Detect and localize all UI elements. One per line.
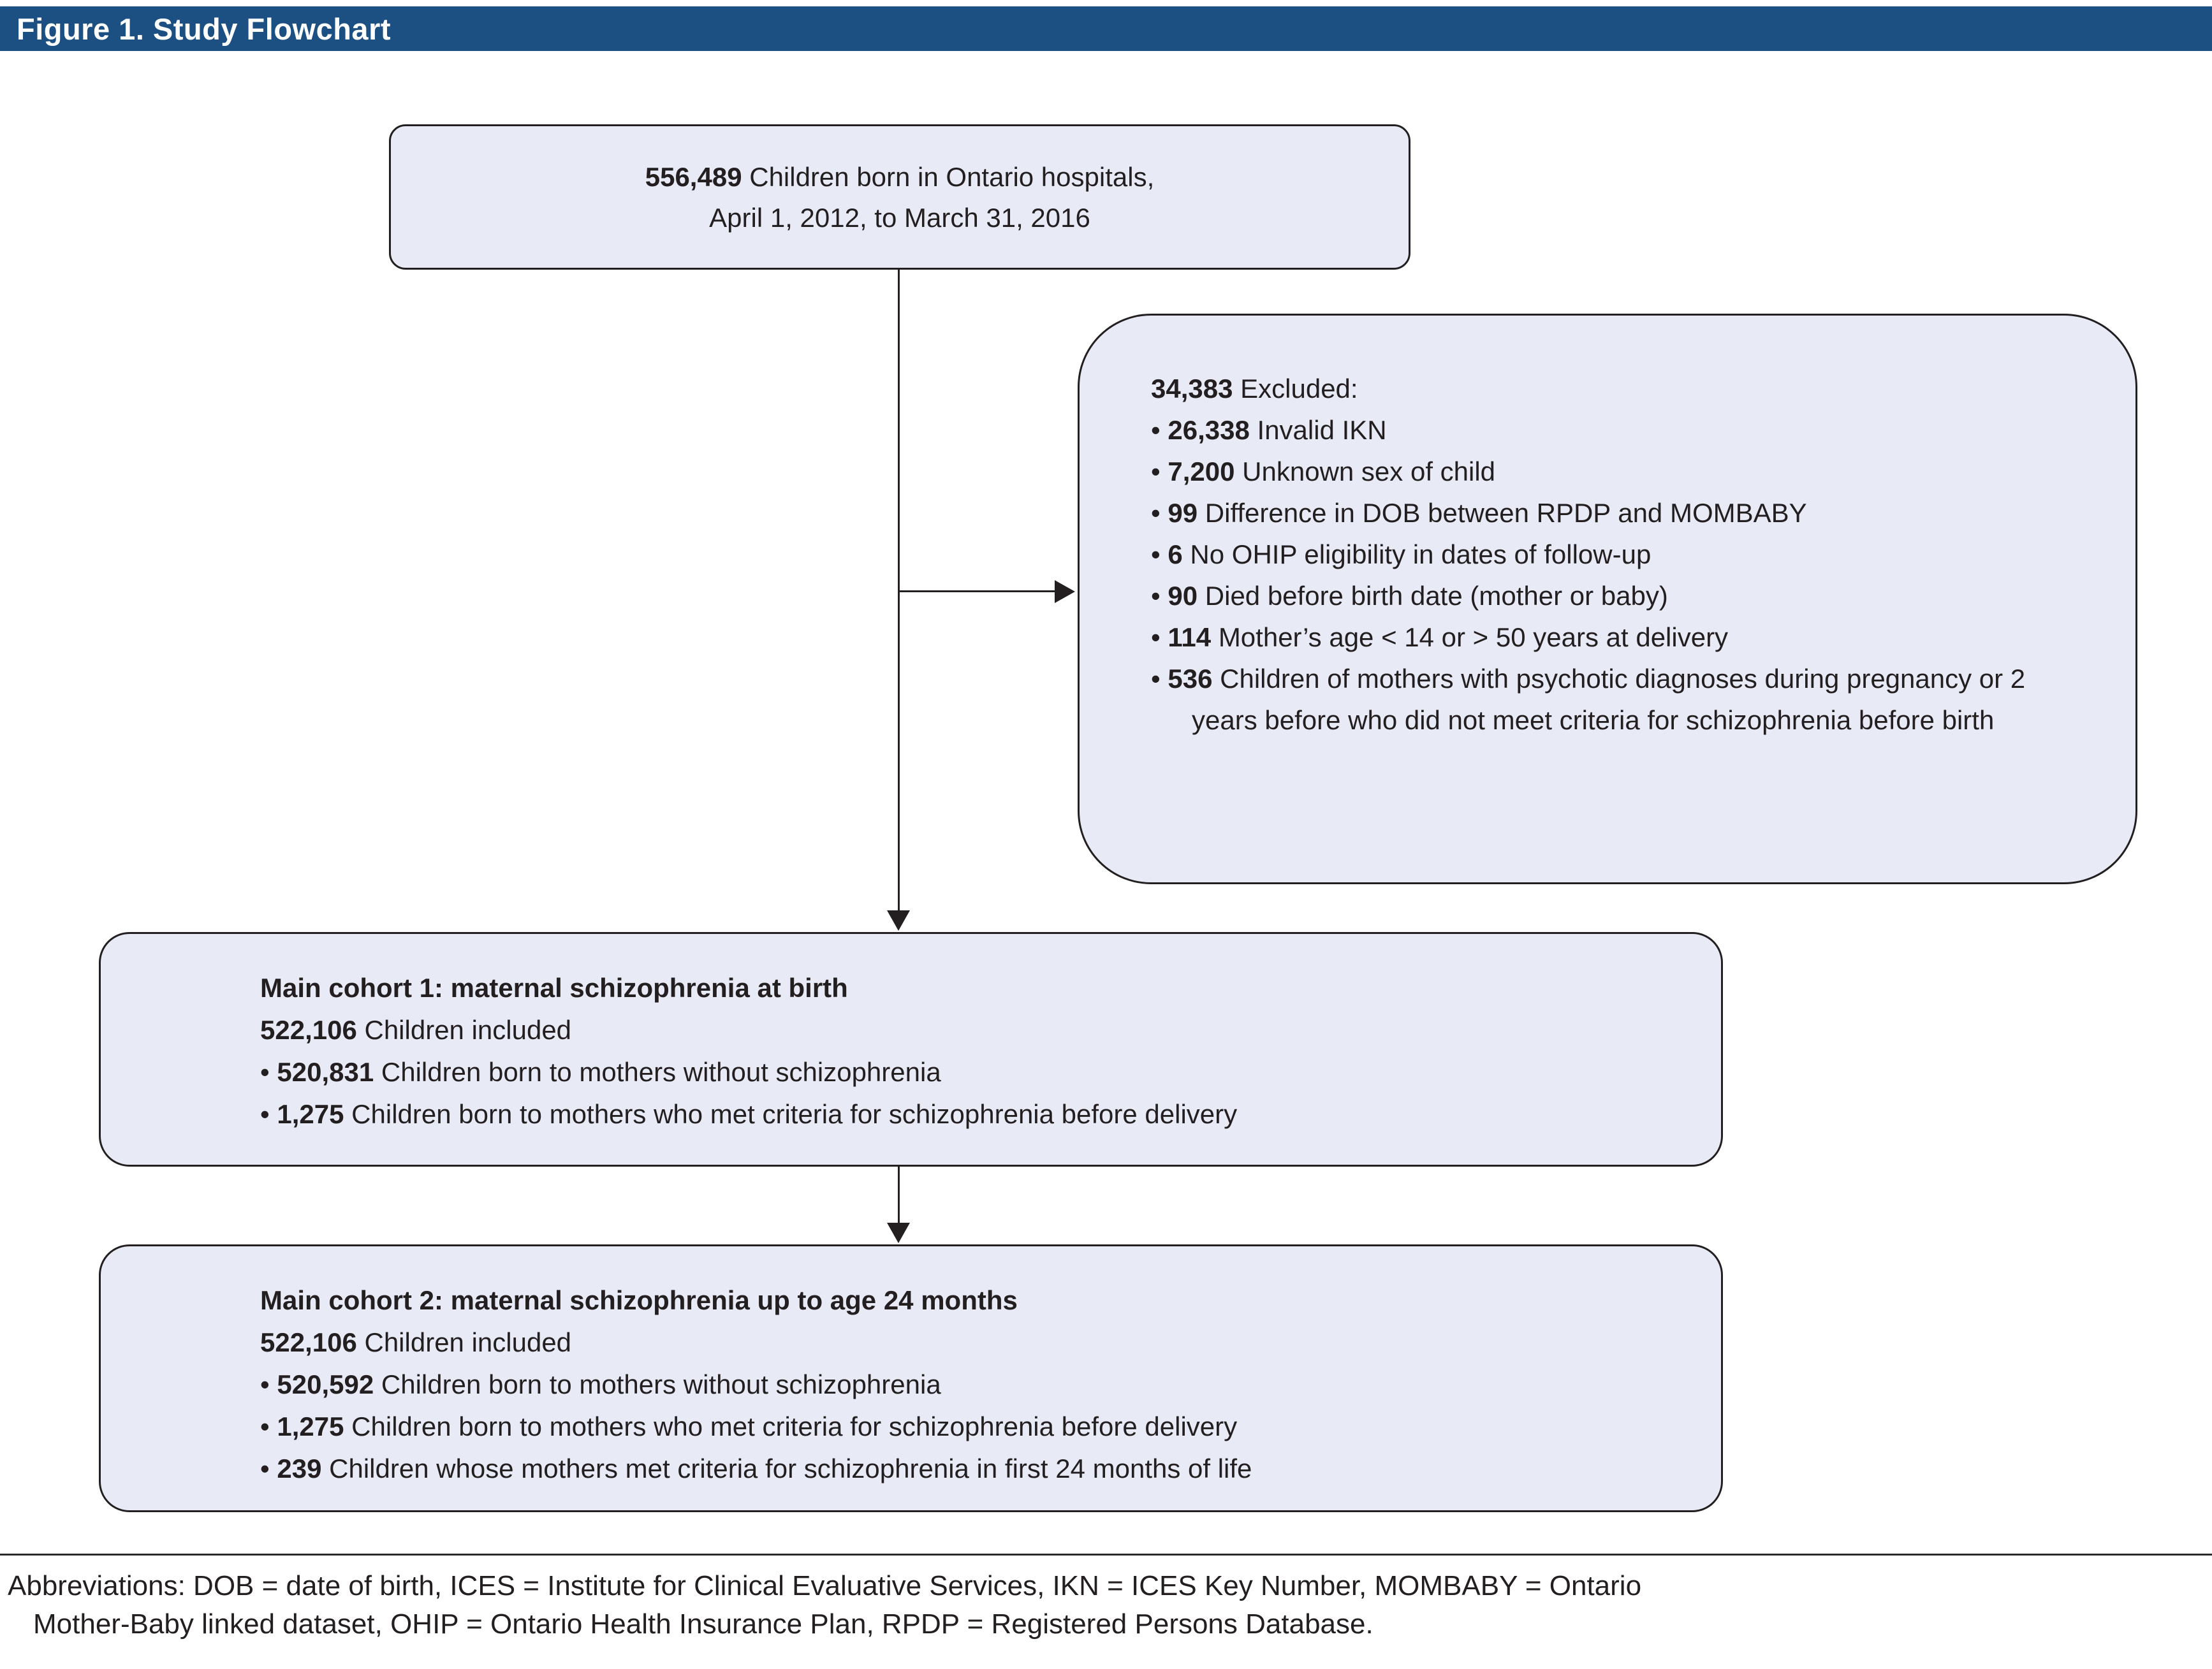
cohort2-item: • 239 Children whose mothers met criteria for schizophrenia in first 24 months of life: [260, 1454, 1252, 1483]
cohort1-item: • 520,831 Children born to mothers without schizophrenia: [260, 1057, 941, 1087]
cohort2-title: Main cohort 2: maternal schizophrenia up to age 24 months: [260, 1285, 1018, 1315]
footnote-divider: [0, 1554, 2212, 1556]
abbreviations-footnote: [8, 1567, 2201, 1643]
cohort2-list: [260, 1364, 1683, 1490]
bullet-icon: •: [260, 1099, 270, 1129]
bullet-icon: •: [1151, 456, 1161, 486]
excluded-item: • 26,338 Invalid IKN: [1151, 415, 1387, 445]
excluded-item: • 536 Children of mothers with psychotic diagnoses during pregnancy or 2 years before who did not meet criteria for schizophrenia before birth: [1151, 664, 2026, 735]
bullet-icon: •: [260, 1411, 270, 1441]
cohort2-box: [99, 1244, 1723, 1512]
arrow-branch-excluded-line: [898, 590, 1056, 592]
cohort1-count: 522,106: [260, 1015, 357, 1045]
figure-title: Figure 1. Study Flowchart: [17, 11, 392, 46]
excluded-title: [1151, 368, 2091, 409]
figure-title-bar: [0, 6, 2212, 51]
arrow-cohort1-to-cohort2-line: [898, 1167, 900, 1225]
arrow-cohort1-to-cohort2-head: [887, 1223, 910, 1243]
cohort2-count: 522,106: [260, 1327, 357, 1357]
excluded-list: [1151, 409, 2091, 741]
bullet-icon: •: [1151, 581, 1161, 611]
excluded-item: • 90 Died before birth date (mother or baby): [1151, 581, 1668, 611]
excluded-box: [1078, 314, 2137, 884]
bullet-icon: •: [1151, 415, 1161, 445]
top-box-text: Children born in Ontario hospitals,: [742, 162, 1155, 192]
cohort1-title: Main cohort 1: maternal schizophrenia at birth: [260, 973, 848, 1003]
excluded-item: • 114 Mother’s age < 14 or > 50 years at delivery: [1151, 622, 1729, 652]
top-box-line2: April 1, 2012, to March 31, 2016: [709, 203, 1090, 233]
bullet-icon: •: [1151, 539, 1161, 569]
top-box-children-born: [389, 124, 1410, 270]
excluded-item: • 6 No OHIP eligibility in dates of follow-up: [1151, 539, 1652, 569]
footnote-line1: Abbreviations: DOB = date of birth, ICES = Institute for Clinical Evaluative Services, IKN = ICES Key Number, MOMBABY = Ontario: [8, 1570, 1642, 1601]
cohort1-item: • 1,275 Children born to mothers who met criteria for schizophrenia before delivery: [260, 1099, 1238, 1129]
excluded-item: • 99 Difference in DOB between RPDP and MOMBABY: [1151, 498, 1807, 528]
bullet-icon: •: [1151, 664, 1161, 694]
excluded-title-text: Excluded:: [1233, 374, 1358, 404]
bullet-icon: •: [1151, 498, 1161, 528]
footnote-line2: Mother-Baby linked dataset, OHIP = Ontario Health Insurance Plan, RPDP = Registered Persons Database.: [33, 1608, 1373, 1640]
arrow-branch-excluded-head: [1055, 580, 1075, 603]
cohort1-box: [99, 932, 1723, 1167]
top-box-line1: [391, 157, 1409, 198]
excluded-item: • 7,200 Unknown sex of child: [1151, 456, 1496, 486]
bullet-icon: •: [260, 1057, 270, 1087]
cohort2-item: • 520,592 Children born to mothers without schizophrenia: [260, 1369, 941, 1399]
bullet-icon: •: [1151, 622, 1161, 652]
cohort2-included: 522,106 Children included: [260, 1327, 572, 1357]
cohort1-list: [260, 1051, 1683, 1135]
excluded-count: 34,383: [1151, 374, 1233, 404]
bullet-icon: •: [260, 1369, 270, 1399]
top-box-count: 556,489: [645, 162, 742, 192]
bullet-icon: •: [260, 1454, 270, 1483]
cohort1-included: 522,106 Children included: [260, 1015, 572, 1045]
cohort2-item: • 1,275 Children born to mothers who met criteria for schizophrenia before delivery: [260, 1411, 1238, 1441]
arrow-top-to-cohort1-head: [887, 910, 910, 931]
